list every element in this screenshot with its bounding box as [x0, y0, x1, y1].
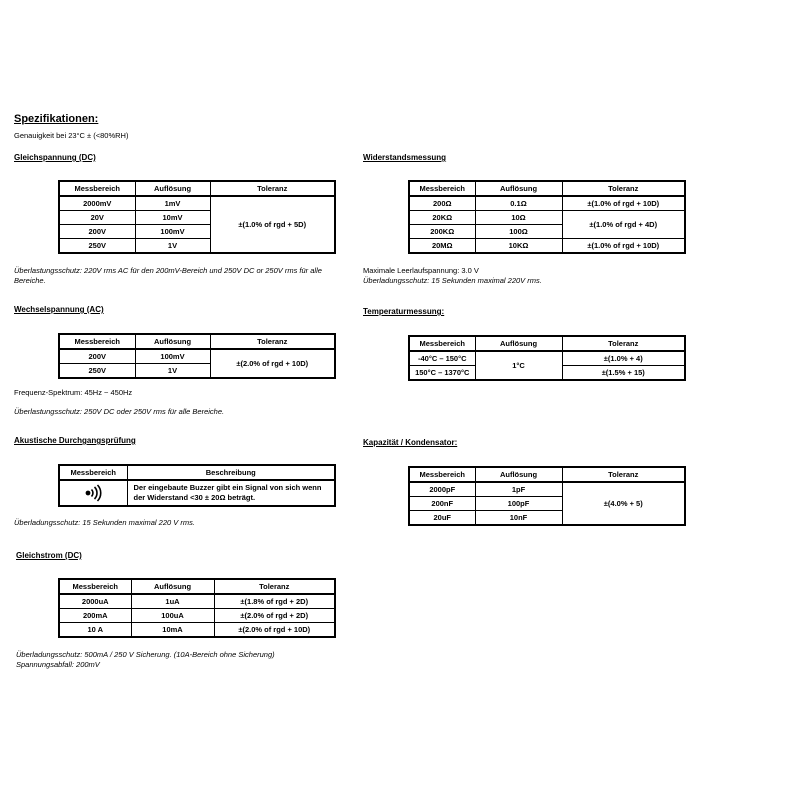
range-cell: 200KΩ [409, 225, 475, 239]
dc-current-note-1: Überladungsschutz: 500mA / 250 V Sicherung. (10A-Bereich ohne Sicherung) [16, 650, 275, 659]
col-header-resolution: Auflösung [475, 181, 562, 196]
resolution-cell: 10mA [131, 623, 214, 638]
col-header-tolerance: Toleranz [562, 467, 685, 482]
ac-voltage-heading: Wechselspannung (AC) [14, 305, 104, 314]
tolerance-cell: ±(2.0% of rgd + 10D) [214, 623, 335, 638]
col-header-range: Messbereich [59, 334, 135, 349]
col-header-resolution: Auflösung [135, 181, 210, 196]
range-cell: -40°C – 150°C [409, 351, 475, 366]
col-header-tolerance: Toleranz [210, 181, 335, 196]
col-header-range: Messbereich [409, 181, 475, 196]
accuracy-text: Genauigkeit bei 23°C ± (<80%RH) [14, 131, 129, 140]
resistance-table [408, 180, 686, 254]
col-header-resolution: Auflösung [475, 467, 562, 482]
dc-voltage-note: Überlastungsschutz: 220V rms AC für den 200mV-Bereich und 250V DC or 250V rms für alle Bereiche. [14, 266, 322, 285]
col-header-resolution: Auflösung [131, 579, 214, 594]
col-header-tolerance: Toleranz [210, 334, 335, 349]
tolerance-cell: ±(1.0% of rgd + 5D) [210, 196, 335, 253]
range-cell: 2000mV [59, 196, 135, 211]
resolution-cell: 1°C [475, 351, 562, 380]
col-header-tolerance: Toleranz [562, 336, 685, 351]
dc-current-table [58, 578, 336, 638]
tolerance-cell: ±(1.0% + 4) [562, 351, 685, 366]
resolution-cell: 100pF [475, 497, 562, 511]
col-header-resolution: Auflösung [135, 334, 210, 349]
resolution-cell: 100Ω [475, 225, 562, 239]
continuity-table [58, 464, 336, 507]
tolerance-cell: ±(4.0% + 5) [562, 482, 685, 525]
range-cell: 200mA [59, 609, 131, 623]
resolution-cell: 100mV [135, 225, 210, 239]
ac-voltage-note: Überlastungsschutz: 250V DC oder 250V rms für alle Bereiche. [14, 407, 225, 416]
continuity-heading: Akustische Durchgangsprüfung [14, 436, 136, 445]
buzzer-icon [82, 484, 104, 502]
dc-current-note-2: Spannungsabfall: 200mV [16, 660, 100, 669]
range-cell: 10 A [59, 623, 131, 638]
col-header-range: Messbereich [59, 181, 135, 196]
tolerance-cell: ±(1.0% of rgd + 4D) [562, 211, 685, 239]
tolerance-cell: ±(1.5% + 15) [562, 366, 685, 381]
range-cell: 200V [59, 225, 135, 239]
ac-frequency-text: Frequenz-Spektrum: 45Hz ~ 450Hz [14, 388, 133, 397]
buzzer-icon-cell [59, 480, 127, 506]
col-header-range: Messbereich [59, 465, 127, 480]
range-cell: 2000pF [409, 482, 475, 497]
col-header-range: Messbereich [409, 336, 475, 351]
col-header-range: Messbereich [409, 467, 475, 482]
resolution-cell: 10Ω [475, 211, 562, 225]
resolution-cell: 100uA [131, 609, 214, 623]
capacitance-table [408, 466, 686, 526]
resolution-cell: 10mV [135, 211, 210, 225]
col-header-tolerance: Toleranz [214, 579, 335, 594]
temperature-table [408, 335, 686, 381]
range-cell: 20V [59, 211, 135, 225]
tolerance-cell: ±(1.0% of rgd + 10D) [562, 196, 685, 211]
resolution-cell: 1mV [135, 196, 210, 211]
tolerance-cell: ±(1.8% of rgd + 2D) [214, 594, 335, 609]
range-cell: 250V [59, 364, 135, 379]
capacitance-heading: Kapazität / Kondensator: [363, 438, 458, 447]
tolerance-cell: ±(2.0% of rgd + 2D) [214, 609, 335, 623]
resolution-cell: 1pF [475, 482, 562, 497]
col-header-range: Messbereich [59, 579, 131, 594]
range-cell: 20uF [409, 511, 475, 526]
dc-voltage-heading: Gleichspannung (DC) [14, 153, 96, 162]
col-header-tolerance: Toleranz [562, 181, 685, 196]
range-cell: 2000uA [59, 594, 131, 609]
tolerance-cell: ±(1.0% of rgd + 10D) [562, 239, 685, 254]
range-cell: 200nF [409, 497, 475, 511]
resolution-cell: 10KΩ [475, 239, 562, 254]
resolution-cell: 1V [135, 239, 210, 254]
range-cell: 250V [59, 239, 135, 254]
dc-current-heading: Gleichstrom (DC) [16, 551, 82, 560]
resistance-note-2: Überladungsschutz: 15 Sekunden maximal 220V rms. [363, 276, 542, 285]
resolution-cell: 0.1Ω [475, 196, 562, 211]
col-header-resolution: Auflösung [475, 336, 562, 351]
continuity-description: Der eingebaute Buzzer gibt ein Signal von sich wenn der Widerstand <30 ± 20Ω beträgt. [127, 480, 335, 506]
resistance-note-1: Maximale Leerlaufspannung: 3.0 V [363, 266, 479, 275]
col-header-description: Beschreibung [127, 465, 335, 480]
range-cell: 200V [59, 349, 135, 364]
resolution-cell: 1uA [131, 594, 214, 609]
continuity-note: Überladungsschutz: 15 Sekunden maximal 220 V rms. [14, 518, 195, 527]
resolution-cell: 100mV [135, 349, 210, 364]
range-cell: 20KΩ [409, 211, 475, 225]
resistance-heading: Widerstandsmessung [363, 153, 447, 162]
ac-voltage-table [58, 333, 336, 379]
resolution-cell: 10nF [475, 511, 562, 526]
range-cell: 20MΩ [409, 239, 475, 254]
dc-voltage-table [58, 180, 336, 254]
range-cell: 200Ω [409, 196, 475, 211]
range-cell: 150°C – 1370°C [409, 366, 475, 381]
tolerance-cell: ±(2.0% of rgd + 10D) [210, 349, 335, 378]
resolution-cell: 1V [135, 364, 210, 379]
temperature-heading: Temperaturmessung: [363, 307, 445, 316]
page-title: Spezifikationen: [14, 113, 99, 125]
